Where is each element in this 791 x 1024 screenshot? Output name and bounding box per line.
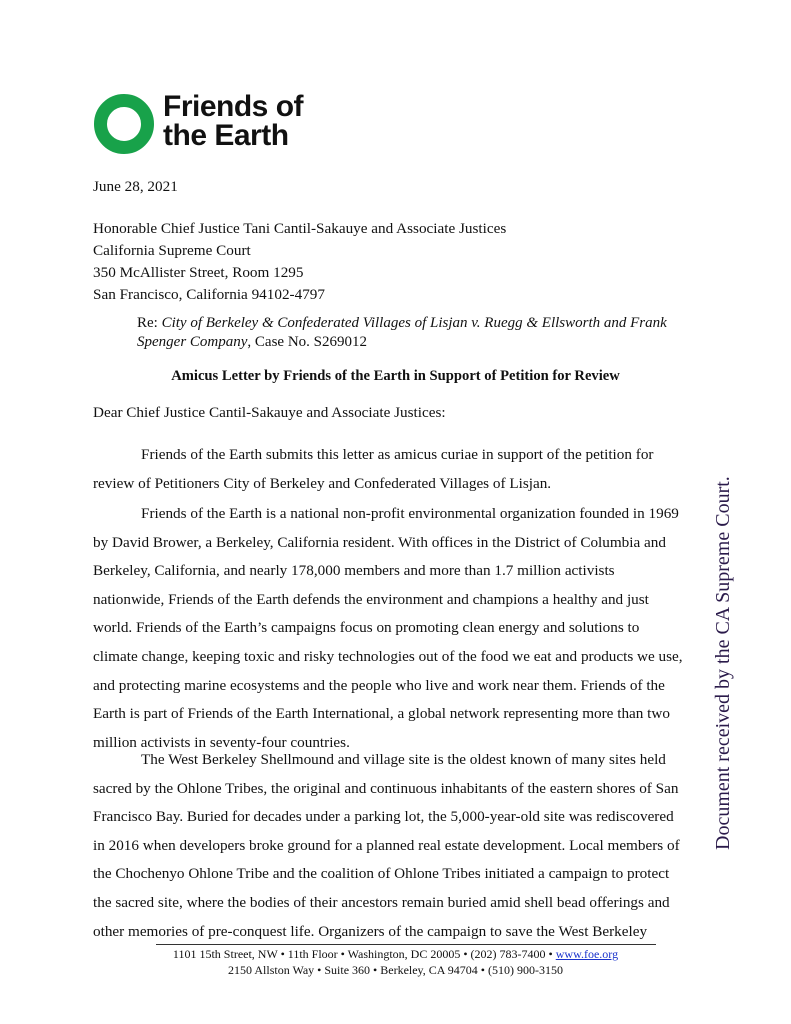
paragraph-line: other memories of pre-conquest life. Organizers of the campaign to save the West Berkeley	[93, 922, 648, 940]
paragraph-line: The West Berkeley Shellmound and village site is the oldest known of many sites held	[141, 751, 666, 768]
address-line: 350 McAllister Street, Room 1295	[93, 264, 304, 281]
logo-line-2: the Earth	[163, 119, 289, 152]
paragraph-line: Friends of the Earth submits this letter as amicus curiae in support of the petition for	[141, 446, 654, 463]
paragraph-line: by David Brower, a Berkeley, California resident. With offices in the District of Columbia and	[93, 533, 666, 551]
paragraph-line: world. Friends of the Earth’s campaigns focus on promoting clean energy and solutions to	[93, 619, 640, 637]
footer-berkeley-address: 2150 Allston Way • Suite 360 • Berkeley, CA 94704 • (510) 900-3150	[228, 963, 563, 977]
paragraph-3	[93, 746, 693, 946]
paragraph-line: and protecting marine ecosystems and the people who live and work near them. Friends of the	[93, 676, 665, 694]
re-prefix: Re:	[137, 315, 162, 331]
address-line: San Francisco, California 94102-4797	[93, 286, 325, 303]
logo-line-1: Friends of	[163, 90, 304, 123]
paragraph-line: the Chochenyo Ohlone Tribe and the coalition of Ohlone Tribes initiated a campaign to protect	[93, 865, 670, 883]
paragraph-line: climate change, keeping toxic and risky technologies out of the food we eat and products we use,	[93, 647, 683, 665]
paragraph-2	[93, 500, 693, 757]
recipient-address	[93, 218, 506, 306]
re-line	[137, 314, 667, 352]
paragraph-line: the sacred site, where the bodies of their ancestors remain buried amid shell bead offerings and	[93, 893, 670, 911]
court-received-stamp: Document received by the CA Supreme Court.	[712, 476, 734, 850]
letter-date: June 28, 2021	[93, 178, 178, 195]
paragraph-line: Earth is part of Friends of the Earth International, a global network representing more than two	[93, 705, 670, 723]
letter-heading: Amicus Letter by Friends of the Earth in Support of Petition for Review	[171, 368, 620, 384]
re-line-1	[137, 314, 667, 333]
address-line: Honorable Chief Justice Tani Cantil-Sakauye and Associate Justices	[93, 220, 507, 237]
footer-dc-address	[0, 946, 791, 962]
re-line-2	[137, 333, 667, 352]
case-number: , Case No. S269012	[247, 334, 367, 350]
paragraph-1	[93, 441, 693, 498]
address-line: California Supreme Court	[93, 242, 251, 259]
green-ring-icon	[93, 92, 155, 156]
paragraph-line: nationwide, Friends of the Earth defends the environment and champions a healthy and just	[93, 590, 649, 608]
paragraph-line: in 2016 when developers broke ground for a planned real estate development. Local members of	[93, 836, 680, 854]
case-name-part-2: Spenger Company	[137, 334, 248, 350]
friends-of-the-earth-logo	[93, 92, 323, 158]
paragraph-line: Francisco Bay. Buried for decades under a parking lot, the 5,000-year-old site was rediscovered	[93, 808, 674, 826]
logo-wordmark	[163, 92, 303, 150]
case-name-part-1: City of Berkeley & Confederated Villages of Lisjan v. Ruegg & Ellsworth and Frank	[161, 315, 667, 331]
footer-divider	[156, 944, 656, 945]
paragraph-line: Berkeley, California, and nearly 178,000 members and more than 1.7 million activists	[93, 562, 615, 580]
footer-dc-text: 1101 15th Street, NW • 11th Floor • Washington, DC 20005 • (202) 783-7400 •	[172, 947, 556, 961]
paragraph-line: sacred by the Ohlone Tribes, the original and continuous inhabitants of the eastern shores of San	[93, 779, 679, 797]
salutation: Dear Chief Justice Cantil-Sakauye and Associate Justices:	[93, 404, 446, 421]
paragraph-line: Friends of the Earth is a national non-profit environmental organization founded in 1969	[141, 505, 679, 522]
paragraph-line: million activists in seventy-four countries.	[93, 733, 350, 751]
paragraph-line: review of Petitioners City of Berkeley and Confederated Villages of Lisjan.	[93, 474, 552, 492]
website-link[interactable]: www.foe.org	[555, 947, 619, 961]
